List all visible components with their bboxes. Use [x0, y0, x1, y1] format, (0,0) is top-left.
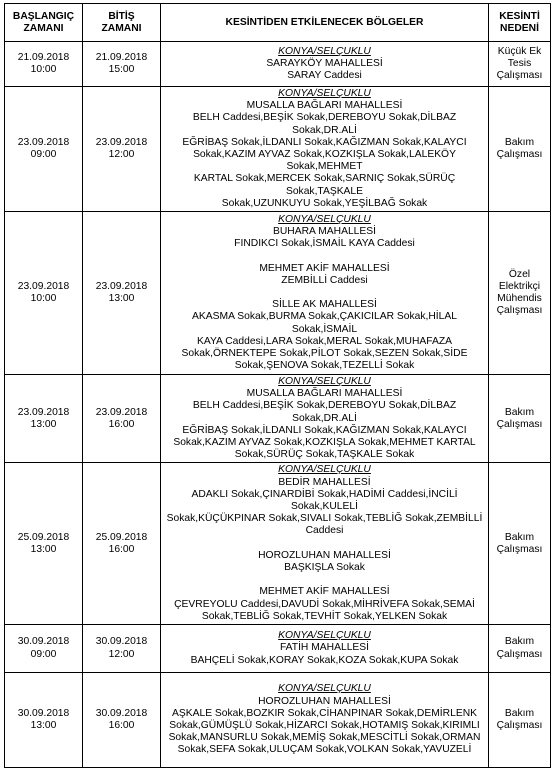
outage-schedule [4, 3, 550, 768]
outage-reason-cell [489, 42, 551, 87]
end-time-cell-line: 16:00 [108, 543, 135, 555]
reason-line: Bakım [504, 406, 535, 418]
region-line: FATİH MAHALLESİ [279, 642, 370, 654]
affected-regions-cell [161, 212, 489, 375]
reason-line: Çalışması [496, 720, 543, 732]
region-line: HOROZLUHAN MAHALLESİ [258, 549, 391, 561]
region-line: BAŞKIŞLA Sokak [284, 562, 365, 574]
start-time-cell-line: 09:00 [30, 149, 57, 161]
end-time-cell-line: 16:00 [108, 418, 135, 430]
reason-line: Çalışması [496, 149, 543, 161]
end-time-cell [83, 375, 161, 463]
end-time-cell-line: 30.09.2018 [95, 707, 148, 719]
reason-line: Çalışması [496, 305, 543, 317]
region-line: HOROZLUHAN MAHALLESİ [258, 695, 391, 707]
region-line: Sokak,ŞENOVA Sokak,TEZELLİ Sokak [234, 360, 415, 372]
table-row [5, 673, 551, 768]
outage-reason-cell [489, 212, 551, 375]
reason-line: Bakım [504, 707, 535, 719]
outage-reason-cell [489, 375, 551, 463]
region-line: KARTAL Sokak,MERCEK Sokak,SARNIÇ Sokak,SÜRÜÇ Sokak,TAŞKALE [193, 173, 456, 197]
region-line: Sokak,KÜÇÜKPINAR Sokak,SIVALI Sokak,TEBLİĞ Sokak,ZEMBİLLİ [166, 513, 483, 525]
start-time-cell-line: 23.09.2018 [17, 136, 70, 148]
region-line: MUSALLA BAĞLARI MAHALLESİ [246, 388, 403, 400]
end-time-cell [83, 673, 161, 768]
start-time-cell-line: 30.09.2018 [17, 707, 70, 719]
end-time-cell-line: 23.09.2018 [95, 406, 148, 418]
affected-regions-cell [161, 375, 489, 463]
header-end-line2: ZAMANI [101, 22, 142, 34]
region-line: EĞRİBAŞ Sokak,İLDANLI Sokak,KAĞIZMAN Sokak,KALAYCI [182, 424, 467, 436]
region-line: AŞKALE Sokak,BOZKIR Sokak,CİHANPINAR Sokak,DEMİRLENK [172, 707, 477, 719]
region-line: Sokak,ÖRNEKTEPE Sokak,PİLOT Sokak,SEZEN Sokak,SİDE [181, 347, 468, 359]
region-line: SİLLE AK MAHALLESİ [272, 299, 377, 311]
header-reason-line2: NEDENİ [500, 22, 539, 34]
region-line: AKASMA Sokak,BURMA Sokak,ÇAKICILAR Sokak,HİLAL Sokak,İSMAİL [192, 311, 457, 335]
header-row [5, 4, 551, 42]
region-line: Sokak,KAZIM AYVAZ Sokak,KOZKIŞLA Sokak,MEHMET KARTAL [173, 437, 476, 449]
affected-regions-cell [161, 87, 489, 212]
table-row [5, 42, 551, 87]
city-district-label: KONYA/SELÇUKLU [278, 683, 371, 695]
start-time-cell-line: 13:00 [30, 418, 57, 430]
outage-reason-cell [489, 673, 551, 768]
end-time-cell-line: 23.09.2018 [95, 280, 148, 292]
header-regions: KESİNTİDEN ETKİLENECEK BÖLGELER [161, 4, 489, 42]
region-line: KAYA Caddesi,LARA Sokak,MERAL Sokak,MUHAFAZA [196, 335, 453, 347]
end-time-cell-line: 12:00 [108, 648, 135, 660]
region-line: BUHARA MAHALLESİ [272, 225, 376, 237]
affected-regions-cell [161, 42, 489, 87]
reason-line: Bakım [504, 136, 535, 148]
city-district-label: KONYA/SELÇUKLU [278, 88, 371, 99]
outage-table [4, 3, 551, 768]
end-time-cell-line: 21.09.2018 [95, 51, 148, 63]
city-district-label: KONYA/SELÇUKLU [278, 45, 371, 57]
start-time-cell-line: 10:00 [30, 64, 57, 75]
end-time-cell-line: 25.09.2018 [95, 531, 148, 543]
region-line: FINDIKCI Sokak,İSMAİL KAYA Caddesi [234, 238, 415, 250]
region-spacer [163, 250, 486, 262]
start-time-cell [5, 625, 83, 673]
outage-reason-cell [489, 87, 551, 212]
reason-line: Çalışması [496, 418, 543, 430]
region-line: BAHÇELİ Sokak,KORAY Sokak,KOZA Sokak,KUPA Sokak [190, 654, 459, 666]
reason-line: Çalışması [496, 543, 543, 555]
region-line: Sokak,GÜMÜŞLÜ Sokak,HİZARCI Sokak,HOTAMIŞ Sokak,KIRIMLI [169, 720, 480, 732]
table-row [5, 375, 551, 463]
city-district-label: KONYA/SELÇUKLU [278, 464, 371, 476]
table-row [5, 87, 551, 212]
reason-line: Tesis [507, 57, 532, 69]
region-line: MEHMET AKİF MAHALLESİ [259, 262, 390, 274]
start-time-cell-line: 25.09.2018 [17, 531, 70, 543]
start-time-cell [5, 212, 83, 375]
end-time-cell [83, 625, 161, 673]
header-reason [489, 4, 551, 42]
outage-reason-cell [489, 625, 551, 673]
city-district-label: KONYA/SELÇUKLU [278, 630, 371, 642]
reason-line: Küçük Ek [497, 45, 542, 57]
end-time-cell [83, 42, 161, 87]
reason-line: Çalışması [496, 648, 543, 660]
region-line: SARAY Caddesi [287, 70, 362, 82]
table-row [5, 625, 551, 673]
affected-regions-cell [161, 463, 489, 625]
end-time-cell-line: 30.09.2018 [95, 636, 148, 648]
start-time-cell [5, 42, 83, 87]
region-line: MUSALLA BAĞLARI MAHALLESİ [246, 100, 403, 112]
reason-line: Bakım [504, 636, 535, 648]
end-time-cell-line: 12:00 [108, 149, 135, 161]
start-time-cell-line: 09:00 [30, 648, 57, 660]
region-line: Caddesi [305, 525, 344, 537]
start-time-cell [5, 673, 83, 768]
table-row [5, 212, 551, 375]
start-time-cell [5, 375, 83, 463]
region-line: MEHMET AKİF MAHALLESİ [259, 586, 390, 598]
end-time-cell-line: 13:00 [108, 293, 135, 305]
start-time-cell [5, 87, 83, 212]
region-line: Sokak,TEBLİĞ Sokak,TEVHİT Sokak,YELKEN Sokak [201, 610, 448, 622]
region-line: Sokak,KAZIM AYVAZ Sokak,KOZKIŞLA Sokak,LALEKÖY Sokak,MEHMET [193, 149, 456, 173]
city-district-label: KONYA/SELÇUKLU [278, 376, 371, 388]
reason-line: Bakım [504, 531, 535, 543]
start-time-cell-line: 21.09.2018 [17, 51, 70, 63]
end-time-cell [83, 463, 161, 625]
start-time-cell-line: 10:00 [30, 293, 57, 305]
table-row [5, 463, 551, 625]
start-time-cell [5, 463, 83, 625]
end-time-cell-line: 15:00 [108, 64, 135, 75]
region-line: BELH Caddesi,BEŞİK Sokak,DEREBOYU Sokak,DİLBAZ Sokak,DR.ALİ [192, 400, 457, 424]
start-time-cell-line: 13:00 [30, 543, 57, 555]
outage-reason-cell [489, 463, 551, 625]
region-line: EĞRİBAŞ Sokak,İLDANLI Sokak,KAĞIZMAN Sokak,KALAYCI [182, 136, 467, 148]
region-line: Sokak,SÜRÜÇ Sokak,TAŞKALE Sokak [234, 449, 415, 461]
affected-regions-cell [161, 673, 489, 768]
city-district-label: KONYA/SELÇUKLU [278, 213, 371, 225]
region-line: SARAYKÖY MAHALLESİ [266, 57, 383, 69]
region-line: Sokak,SEFA Sokak,ULUÇAM Sokak,VOLKAN Sokak,YAVUZELİ [177, 744, 472, 756]
end-time-cell-line: 16:00 [108, 720, 135, 732]
start-time-cell-line: 13:00 [30, 720, 57, 732]
reason-line: Çalışması [496, 70, 543, 82]
region-spacer [163, 574, 486, 586]
header-reason-line1: KESİNTİ [499, 10, 540, 22]
region-line: ZEMBİLLİ Caddesi [281, 274, 368, 286]
reason-line: Özel [508, 268, 531, 280]
reason-line: Mühendis [497, 293, 542, 305]
region-line: ADAKLI Sokak,ÇINARDİBİ Sokak,HADİMİ Caddesi,İNCİLİ Sokak,KULELİ [191, 488, 458, 513]
end-time-cell [83, 212, 161, 375]
end-time-cell-line: 23.09.2018 [95, 136, 148, 148]
end-time-cell [83, 87, 161, 212]
start-time-cell-line: 23.09.2018 [17, 406, 70, 418]
header-end-time [83, 4, 161, 42]
region-line: ÇEVREYOLU Caddesi,DAVUDİ Sokak,MİHRİVEFA Sokak,SEMAİ [174, 598, 475, 610]
header-end-line1: BİTİŞ [108, 10, 135, 22]
region-line: BELH Caddesi,BEŞİK Sokak,DEREBOYU Sokak,DİLBAZ Sokak,DR.ALİ [192, 112, 457, 136]
header-start-line1: BAŞLANGIÇ [12, 10, 75, 22]
region-line: Sokak,MANSURLU Sokak,MEMİŞ Sokak,MESCİTLİ Sokak,ORMAN [168, 732, 481, 744]
start-time-cell-line: 30.09.2018 [17, 636, 70, 648]
region-line: Sokak,UZUNKUYU Sokak,YEŞİLBAĞ Sokak [221, 197, 428, 209]
header-start-line2: ZAMANI [23, 22, 64, 34]
region-spacer [163, 538, 486, 550]
reason-line: Elektrikçi [498, 280, 541, 292]
region-spacer [163, 287, 486, 299]
affected-regions-cell [161, 625, 489, 673]
start-time-cell-line: 23.09.2018 [17, 280, 70, 292]
header-start-time [5, 4, 83, 42]
region-line: BEDİR MAHALLESİ [278, 476, 371, 488]
